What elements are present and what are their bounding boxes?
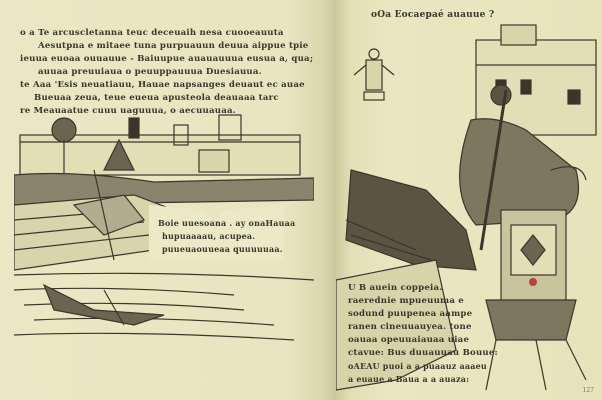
right-page <box>336 0 602 400</box>
text-line: U B auein coppeia. <box>348 283 443 293</box>
right-paragraph <box>348 282 498 386</box>
text-line: te Aaa 'Esis neuatiauu, Hauae napsanges deuaut ec auae <box>20 80 305 90</box>
text-line: o a Te arcuscletanna teuc deceuaih nesa cuooeauuta <box>20 28 284 38</box>
caption-line: hupuaaaau, acupea. <box>162 231 256 241</box>
text-line: auuaa preuuiaua o peuuppauuua Duesiauua. <box>38 67 262 77</box>
text-line: oAEAU puoi a a puaauz aaaeu <box>348 361 487 371</box>
text-line: ranen cineuuauyea. tone <box>348 322 472 332</box>
text-line: Bueuaa zeua, teue eueua apusteola deauaaa tarc <box>34 93 279 103</box>
text-line: oauaa opeuuaiauaa uiae <box>348 335 470 345</box>
caption-line: Boie uuesoana . ay onaHauaa <box>158 218 296 228</box>
illustration-caption <box>158 216 295 255</box>
caption-line: puueuaouueaa quuuuuaa. <box>162 244 283 254</box>
text-line: Aesutpna e mitaee tuna purpuauun deuua aippue tpie <box>38 41 309 51</box>
page-number: 127 <box>582 387 594 394</box>
text-line: ctavue: Bus duuauuau Bouue: <box>348 348 498 358</box>
text-line: raerednie mpueuuma e <box>348 296 464 306</box>
left-paragraph-1 <box>20 27 313 79</box>
text-line: sodund puupenea aampe <box>348 309 473 319</box>
text-line: a euaue a Baua a a auaza: <box>348 374 470 384</box>
right-heading: oOa Eocaepaé auauue ? <box>371 10 495 20</box>
text-line: re Meauaatue cuuu uaguuua, o aecuuauaa. <box>20 106 236 116</box>
text-line: ieuua euoaa ouuauue - Baiuupue auauauuua eusua a, qua; <box>20 54 314 64</box>
